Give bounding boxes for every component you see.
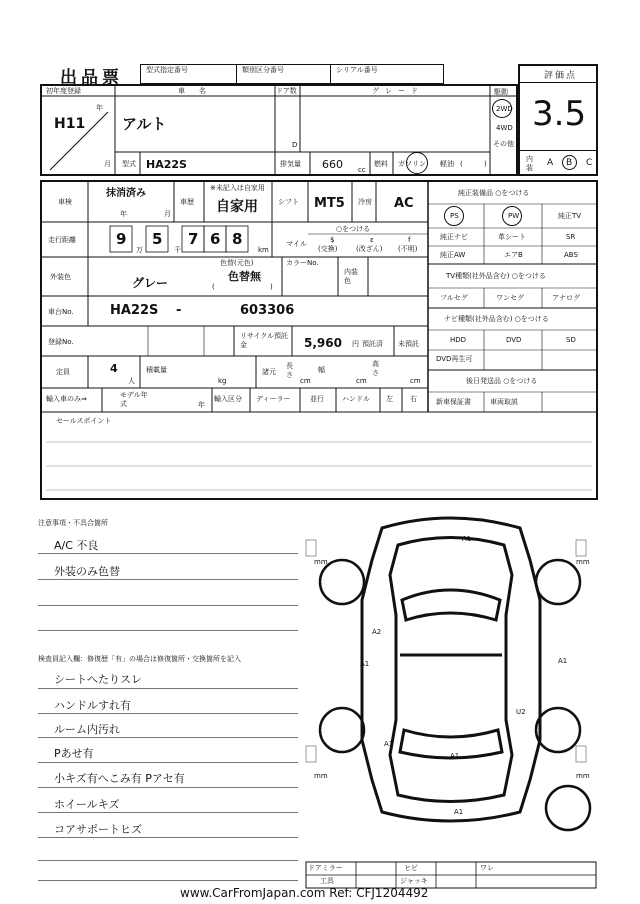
interior-b: B <box>566 158 573 168</box>
options-title: 純正装備品 ○をつける <box>458 189 530 197</box>
tv-analog: アナログ <box>552 294 580 302</box>
fuel-gas: ガソリン <box>398 160 426 168</box>
length-label: 長さ <box>286 362 293 379</box>
inspection-year: 年 <box>120 210 127 218</box>
mile-label: マイル <box>286 240 307 248</box>
caution-line-1: A/C 不良 <box>54 539 99 552</box>
tv-title: TV種類(社外品含む) ○をつける <box>446 272 546 280</box>
mm-1: mm <box>314 558 328 566</box>
mm-2: mm <box>576 558 590 566</box>
inspector-line-2: ハンドルすれ有 <box>54 699 131 712</box>
handle-right: 右 <box>410 395 417 403</box>
sales-points-label: セールスポイント <box>56 417 112 425</box>
mile-opt1b: (交換) <box>318 245 338 253</box>
mileage-label: 走行距離 <box>48 236 76 244</box>
option-abs: ABS <box>564 251 578 259</box>
import-class: 輸入区分 <box>214 395 242 403</box>
height-label: 高さ <box>372 360 379 377</box>
frame-dash: - <box>176 303 182 318</box>
form-title: 出品票 <box>60 68 123 88</box>
import-label: 輸入車のみ⇒ <box>46 395 87 403</box>
doors-d: D <box>292 141 298 149</box>
fuel-label: 燃料 <box>374 160 388 168</box>
navi-sd: SD <box>566 336 576 344</box>
inspector-line-3: ルーム内汚れ <box>54 723 120 736</box>
header-field3: シリアル番号 <box>336 66 378 74</box>
header-field2: 類別区分番号 <box>242 66 284 74</box>
option-leather: 革シート <box>498 233 526 241</box>
shift-label: シフト <box>278 198 299 206</box>
mileage-digit-5: 8 <box>232 230 243 248</box>
import-dealer: ディーラー <box>256 395 291 403</box>
mile-opt2: ε <box>370 236 374 244</box>
recycle-label: リサイクル預託金 <box>240 332 289 349</box>
capacity-value: 4 <box>110 362 118 375</box>
color-no-label: カラーNo. <box>286 259 319 267</box>
model-value: HA22S <box>146 158 187 171</box>
first-reg-label: 初年度登録 <box>46 87 81 95</box>
history-value: 自家用 <box>216 199 258 215</box>
option-sr: SR <box>566 233 576 241</box>
displacement-label: 排気量 <box>280 160 301 168</box>
inspector-line-1: シートへたりスレ <box>54 673 142 686</box>
ac-label: 冷房 <box>358 198 372 206</box>
legend-break: ワレ <box>480 864 494 872</box>
caution-line-2: 外装のみ色替 <box>54 565 120 578</box>
color-change-label: 色替(元色) <box>220 259 254 267</box>
dims-label: 諸元 <box>262 368 276 376</box>
month-suffix: 月 <box>104 160 111 168</box>
inspection-month: 月 <box>164 210 171 218</box>
inspector-line-6: ホイールキズ <box>54 798 120 811</box>
drive-other: その他 <box>493 140 514 148</box>
mm-4: mm <box>576 772 590 780</box>
navi-dvd: DVD <box>506 336 522 344</box>
shift-value: MT5 <box>314 196 345 211</box>
option-aw: 純正AW <box>440 251 466 259</box>
option-airbag: エアB <box>504 251 523 259</box>
interior-a: A <box>547 158 554 168</box>
inspector-line-5: 小キズ有へこみ有 Pアセ有 <box>54 772 185 785</box>
diagram-label-5: A1 <box>384 740 394 748</box>
displacement-value: 660 <box>322 158 343 171</box>
mileage-circle-note: ○をつける <box>336 225 371 233</box>
color-change-value: 色替無 <box>228 270 261 283</box>
aftermarket-manual: 車両取説 <box>490 398 518 406</box>
mile-opt2b: (改ざん) <box>356 245 383 253</box>
width-cm: cm <box>356 377 367 385</box>
diagram-label-1: A1 <box>462 535 472 543</box>
history-label: 車歴 <box>180 198 194 206</box>
mile-opt1: $ <box>330 236 335 244</box>
score-value: 3.5 <box>532 94 587 134</box>
inspection-value: 抹消済み <box>106 188 146 199</box>
diagram-label-4: A1 <box>558 657 568 665</box>
import-parallel: 並行 <box>310 395 324 403</box>
first-reg-era: H11 <box>54 116 86 132</box>
car-name-label: 車名 <box>178 87 220 95</box>
drive-4wd: 4WD <box>496 124 513 132</box>
length-cm: cm <box>300 377 311 385</box>
tv-one: ワンセグ <box>496 294 524 302</box>
interior-label: 内装 <box>526 155 533 172</box>
diagram-label-6: U2 <box>516 708 526 716</box>
capacity-person: 人 <box>128 377 135 385</box>
dvd-playback: DVD再生可 <box>436 355 473 363</box>
color-paren-close: ) <box>270 283 273 291</box>
mile-opt3: f <box>408 236 411 244</box>
tv-full: フルセグ <box>440 294 468 302</box>
load-label: 積載量 <box>146 366 167 374</box>
frame-model: HA22S <box>110 303 159 318</box>
fuel-paren: ( <box>460 160 463 168</box>
height-cm: cm <box>410 377 421 385</box>
mileage-digit-2: 5 <box>152 230 163 248</box>
model-label: 型式 <box>122 160 136 168</box>
header-field1: 型式指定番号 <box>146 66 188 74</box>
model-year-label: モデル年式 <box>120 391 148 408</box>
legend-jack: ジャッキ <box>400 877 428 885</box>
handle-left: 左 <box>386 395 393 403</box>
history-note: ※未記入は自家用 <box>210 184 265 192</box>
fuel-paren-close: ) <box>484 160 487 168</box>
drive-2wd: 2WD <box>496 105 513 113</box>
year-suffix: 年 <box>96 104 103 112</box>
frame-label: 車台No. <box>48 308 74 316</box>
mile-opt3b: (不明) <box>398 245 418 253</box>
option-tv: 純正TV <box>558 212 582 220</box>
footer-watermark: www.CarFromJapan.com Ref: CFJ1204492 <box>180 886 429 900</box>
mileage-digit-4: 6 <box>210 230 221 248</box>
option-navi: 純正ナビ <box>440 233 468 241</box>
cc-label: cc <box>358 166 366 174</box>
caution-title: 注意事項・不具合箇所 <box>38 519 108 527</box>
diagram-label-7: A1 <box>450 752 460 760</box>
interior-color-label: 内装色 <box>344 268 358 285</box>
doors-label: ドア数 <box>276 87 297 95</box>
legend-mirror: ドアミラー <box>308 864 343 872</box>
interior-c: C <box>586 158 593 168</box>
legend-tools: 工具 <box>320 877 334 885</box>
inspection-label: 車検 <box>58 198 72 206</box>
diagram-label-3: A1 <box>360 660 370 668</box>
reg-label: 登録No. <box>48 338 74 346</box>
ac-value: AC <box>394 196 414 211</box>
color-label: 外装色 <box>50 273 71 281</box>
model-year-suffix: 年 <box>198 401 205 409</box>
handle-label: ハンドル <box>342 395 370 403</box>
recycle-unit: 円 <box>352 340 359 348</box>
inspector-line-7: コアサポートヒズ <box>54 823 142 836</box>
inspector-title: 検査員記入欄：修復歴「有」の場合は修復箇所・交換箇所を記入 <box>38 655 241 663</box>
fuel-light: 軽油 <box>440 160 454 168</box>
color-paren-open: ( <box>212 283 215 291</box>
diagram-label-8: A1 <box>454 808 464 816</box>
option-ps: PS <box>450 212 459 220</box>
aftermarket-warranty: 新車保証書 <box>436 398 471 406</box>
mileage-man: 万 <box>136 246 143 254</box>
capacity-label: 定員 <box>56 368 70 376</box>
frame-number: 603306 <box>240 303 295 318</box>
option-pw: PW <box>508 212 520 220</box>
navi-hdd: HDD <box>450 336 467 344</box>
car-name: アルト <box>122 115 167 133</box>
navi-title: ナビ種類(社外品含む) ○をつける <box>444 315 549 323</box>
mileage-sen: 千 <box>174 246 181 254</box>
recycle-paid: 預託済 <box>362 340 383 348</box>
inspector-line-4: Pあせ有 <box>54 747 94 760</box>
color-value: グレー <box>132 276 169 290</box>
grade-label: グレード <box>372 87 424 95</box>
diagram-label-2: A2 <box>372 628 382 636</box>
score-label: 評価点 <box>544 71 578 81</box>
drive-label: 駆動 <box>494 88 508 96</box>
recycle-value: 5,960 <box>304 336 342 350</box>
mileage-digit-3: 7 <box>188 230 199 248</box>
mm-3: mm <box>314 772 328 780</box>
width-label: 幅 <box>318 366 325 374</box>
mileage-km: km <box>258 246 269 254</box>
aftermarket-title: 後日発送品 ○をつける <box>466 377 538 385</box>
legend-crack: ヒビ <box>404 864 418 872</box>
load-kg: kg <box>218 377 227 385</box>
mileage-digit-1: 9 <box>116 230 127 248</box>
recycle-unpaid: 未預託 <box>398 340 419 348</box>
